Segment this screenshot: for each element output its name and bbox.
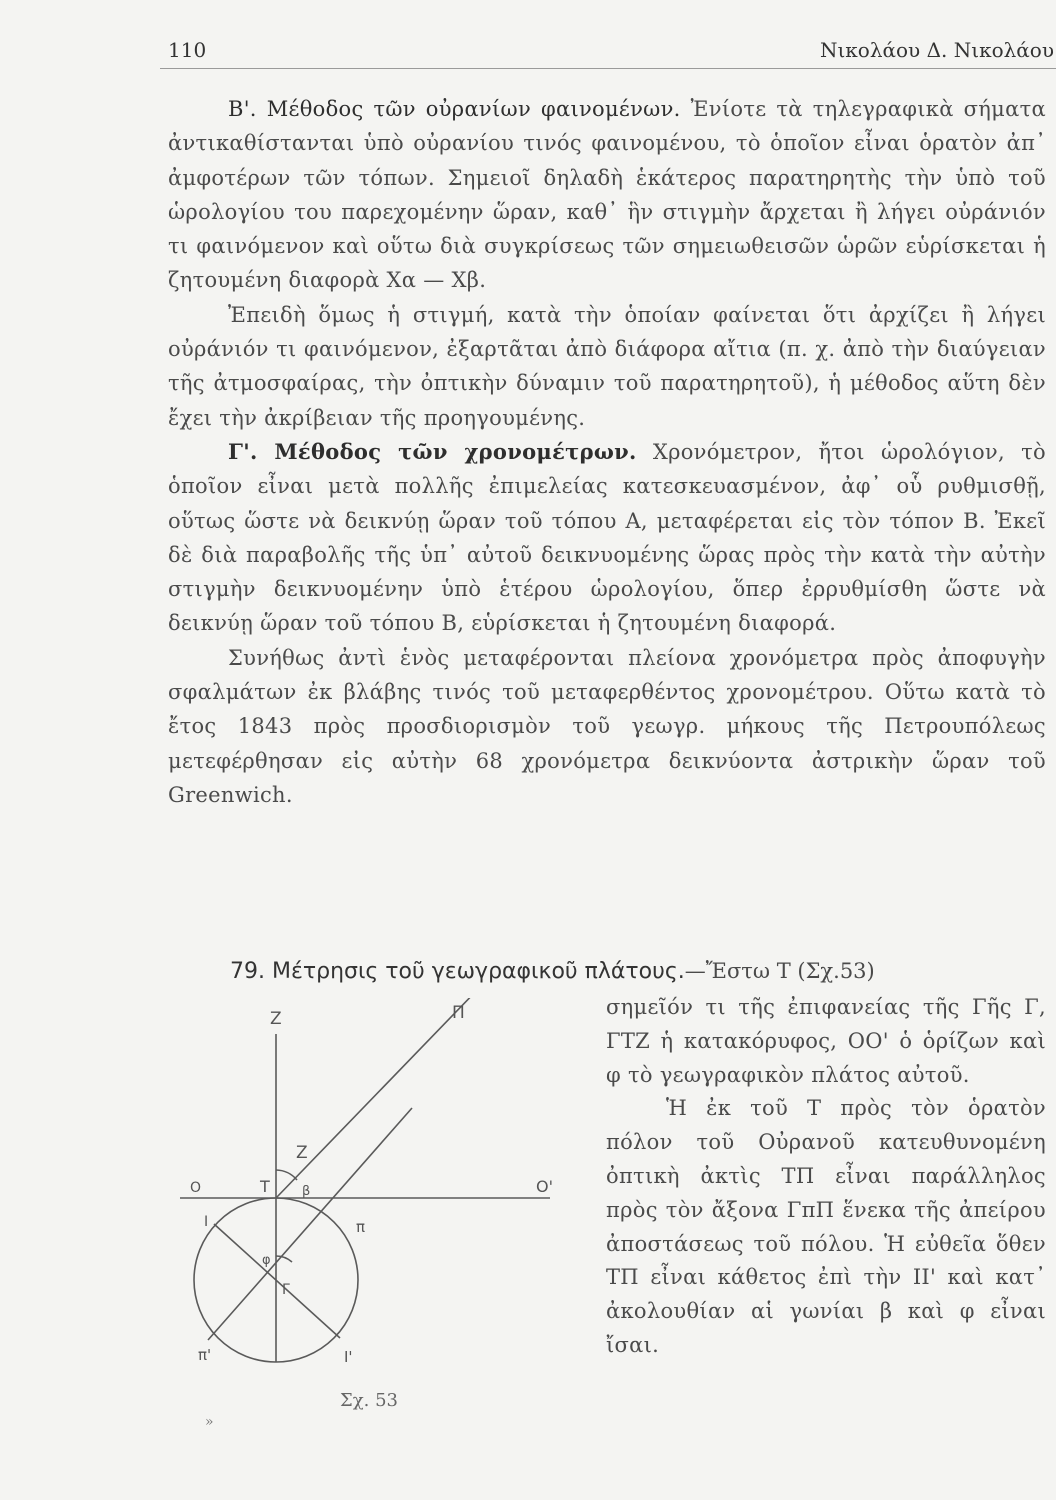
section-79-text [606,991,1046,1363]
page-number: 110 [168,38,207,62]
stray-mark: » [205,1414,214,1430]
label-pi-top: Π [452,1003,465,1023]
section-b-text: Ἐνίοτε τὰ τηλεγραφικὰ σήματα ἀντικαθίστανται ὑπὸ οὐρανίου τινός φαινομένου, τὸ ὁποῖον εἶναι ὁρατὸν ἀπ᾿ ἀμφοτέρων τῶν τόπων. Σημειοῖ δηλαδὴ ἑκάτερος παρατηρητὴς τὴν ὑπὸ τοῦ ὡρολογίου του παρεχομένην ὥραν, καθ᾿ ἣν στιγμὴν ἄρχεται ἢ λήγει οὐράνιόν τι φαινόμενον καὶ οὕτω διὰ συγκρίσεως τῶν σημειωθεισῶν ὡρῶν εὑρίσκεται ἡ ζητουμένη διαφορὰ Χα — Χβ. [168,97,1046,293]
ray-line [276,998,481,1198]
label-gamma: Γ [282,1282,290,1298]
label-beta: β [302,1184,311,1199]
section-b-paragraph [168,92,1046,298]
label-i-prime: I' [344,1348,353,1366]
label-o-left: O [190,1180,202,1196]
figure-53 [180,998,580,1418]
label-pi-small: π [356,1218,366,1236]
running-head: Νικολάου Δ. Νικολάου [819,38,1054,62]
label-pi-prime: π' [198,1346,212,1364]
label-z-top: Z [270,1009,282,1029]
section-79-paragraph-2: Ἡ ἐκ τοῦ Τ πρὸς τὸν ὁρατὸν πόλον τοῦ Οὐρανοῦ κατευθυνομένη ὀπτικὴ ἀκτὶς ΤΠ εἶναι παράλληλος πρὸς τὸν ἄξονα ΓπΠ ἕνεκα τῆς ἀπείρου ἀποστάσεως τοῦ πόλου. Ἡ εὐθεῖα ὅθεν ΤΠ εἶναι κάθετος ἐπὶ τὴν ΙΙ' καὶ κατ᾿ ἀκολουθίαν αἱ γωνίαι β καὶ φ εἶναι ἴσαι. [606,1096,1046,1357]
label-phi: φ [262,1253,271,1268]
page-header [168,38,1056,68]
body-text [168,92,1046,812]
section-g-paragraph-2: Συνήθως ἀντὶ ἑνὸς μεταφέρονται πλείονα χρονόμετρα πρὸς ἀποφυγὴν σφαλμάτων ἐκ βλάβης τινός τοῦ μεταφερθέντος χρονομέτρου. Οὕτω κατὰ τὸ ἔτος 1843 πρὸς προσδιορισμὸν τοῦ γεωγρ. μήκους τῆς Πετρουπόλεως μετεφέρθησαν εἰς αὐτὴν 68 χρονόμετρα δεικνύοντα ἀστρικὴν ὥραν τοῦ Greenwich. [168,645,1046,807]
section-79-paragraph-1: σημεῖόν τι τῆς ἐπιφανείας τῆς Γῆς Γ, ΓΤΖ ἡ κατακόρυφος, ΟΟ' ὁ ὁρίζων καὶ φ τὸ γεωγραφικὸν πλάτος αὐτοῦ. [606,995,1046,1087]
figure-caption: Σχ. 53 [340,1390,398,1411]
label-i-left: I [204,1214,209,1230]
section-b-paragraph-2: Ἐπειδὴ ὅμως ἡ στιγμή, κατὰ τὴν ὁποίαν φαίνεται ὅτι ἀρχίζει ἢ λήγει οὐράνιόν τι φαινόμενον, ἐξαρτᾶται ἀπὸ διάφορα αἴτια (π. χ. ἀπὸ τὴν διαύγειαν τῆς ἀτμοσφαίρας, τὴν ὀπτικὴν δύναμιν τοῦ παρατηρητοῦ), ἡ μέθοδος αὕτη δὲν ἔχει τὴν ἀκρίβειαν τῆς προηγουμένης. [168,302,1046,430]
section-79-heading-rest: —Ἔστω Τ (Σχ.53) [684,959,875,983]
section-79-heading-line [230,954,1046,989]
axis-line [208,1108,412,1340]
section-g-paragraph [168,435,1046,641]
label-o-right: O' [536,1177,553,1196]
section-g-title: Γ'. Μέθοδος τῶν χρονομέτρων. [228,438,637,464]
section-79-heading: 79. Μέτρησις τοῦ γεωγραφικοῦ πλάτους. [230,959,685,984]
figure-53-diagram [180,998,580,1418]
section-79 [168,954,1046,989]
section-g-text: Χρονόμετρον, ἤτοι ὡρολόγιον, τὸ ὁποῖον εἶναι μετὰ πολλῆς ἐπιμελείας κατεσκευασμένον, ἀφ᾿ οὗ ρυθμισθῇ, οὕτως ὥστε νὰ δεικνύῃ ὥραν τοῦ τόπου Α, μεταφέρεται εἰς τὸν τόπον Β. Ἐκεῖ δὲ διὰ παραβολῆς τῆς ὑπ᾿ αὐτοῦ δεικνυομένης ὥρας πρὸς τὴν κατὰ τὴν αὐτὴν στιγμὴν δεικνυομένην ὑπὸ ἑτέρου ὡρολογίου, ὅπερ ἐρρυθμίσθη ὥστε νὰ δεικνύῃ ὥραν τοῦ τόπου Β, εὑρίσκεται ἡ ζητουμένη διαφορά. [168,439,1046,636]
label-t: T [260,1177,270,1196]
equator-line [214,1224,340,1338]
section-b-title: Β'. Μέθοδος τῶν οὐρανίων φαινομένων. [228,97,681,121]
header-rule [160,68,1056,69]
label-z-angle: Z [296,1143,308,1163]
